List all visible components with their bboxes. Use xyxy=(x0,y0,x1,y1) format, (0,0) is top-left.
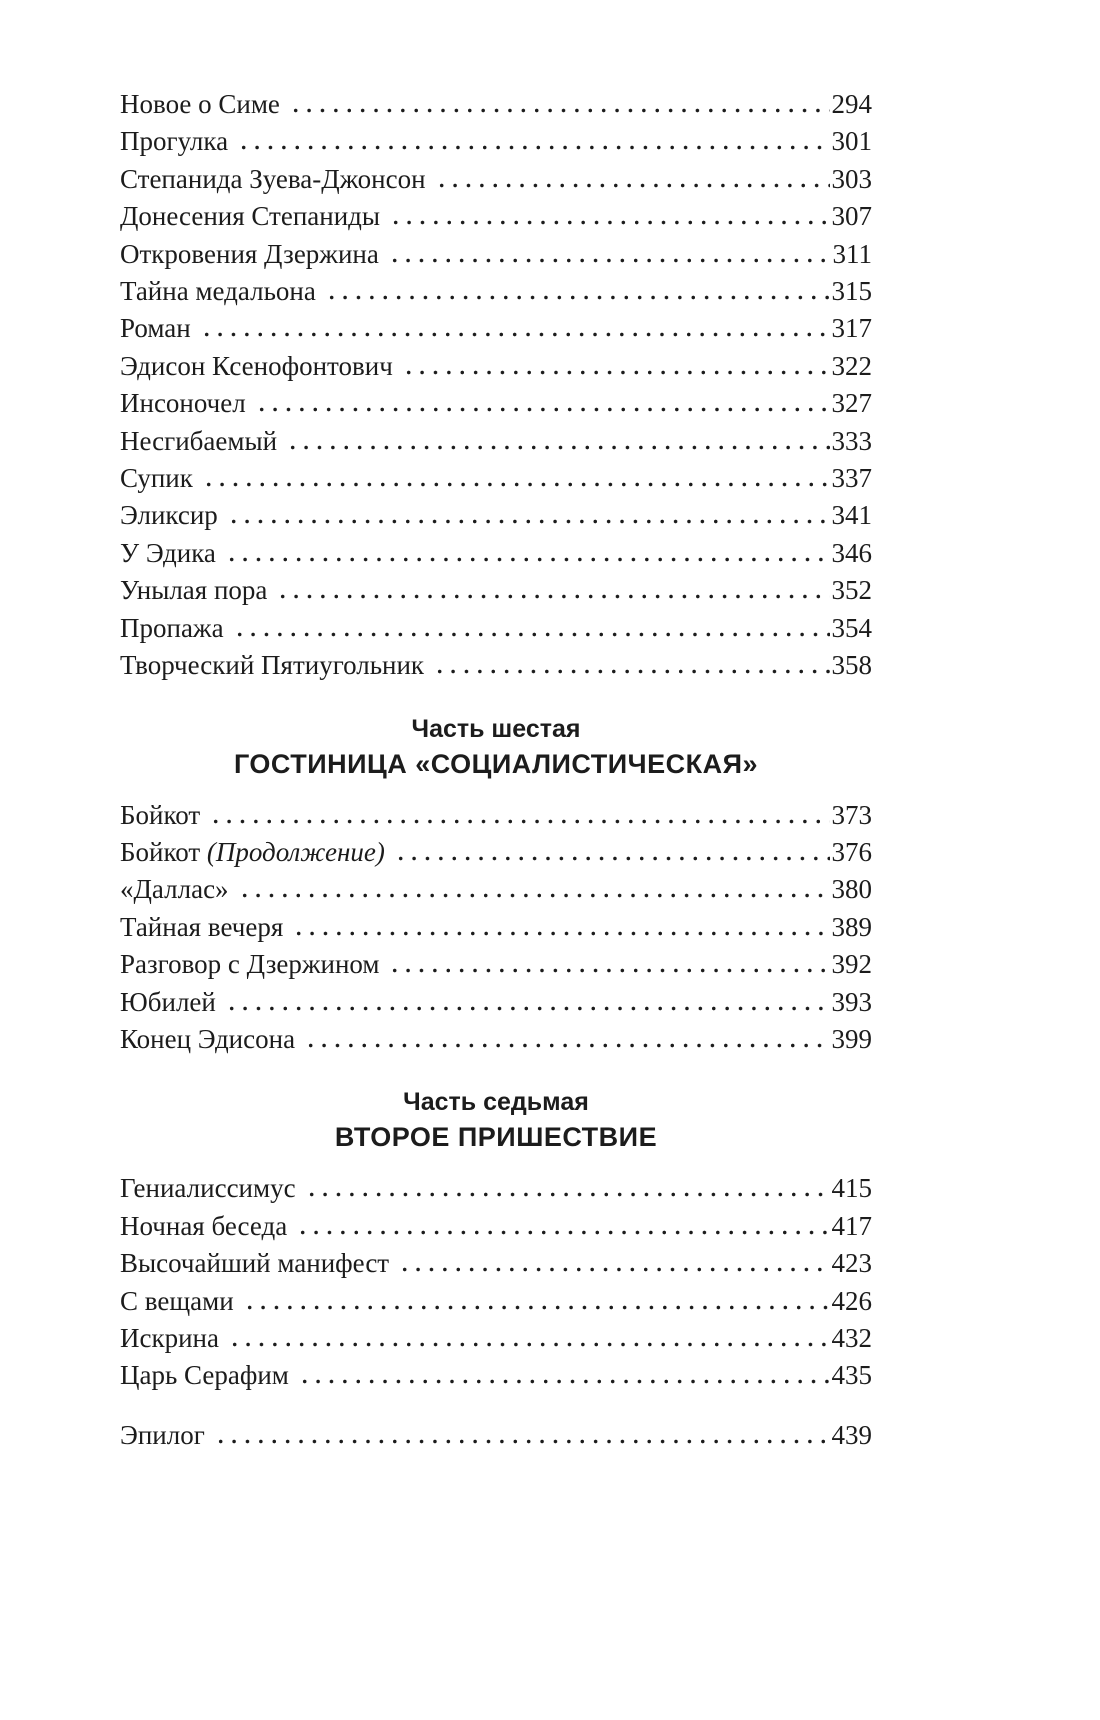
toc-entry xyxy=(120,1245,872,1282)
entry-title: Унылая пора xyxy=(120,575,268,606)
leader-dots-icon xyxy=(286,445,829,450)
toc-entry xyxy=(120,198,872,235)
entry-page-number: 315 xyxy=(831,276,872,307)
entry-title: Степанида Зуева-Джонсон xyxy=(120,163,426,194)
entry-page-number: 415 xyxy=(831,1173,872,1204)
entry-page-number: 417 xyxy=(831,1210,872,1241)
toc-entry xyxy=(120,647,872,684)
entry-title: Супик xyxy=(120,463,193,494)
leader-dots-icon xyxy=(243,1305,830,1310)
entry-page-number: 423 xyxy=(831,1248,872,1279)
leader-dots-icon xyxy=(325,295,830,300)
entry-title: Эликсир xyxy=(120,500,218,531)
toc-entry xyxy=(120,572,872,609)
toc-entry xyxy=(120,871,872,908)
leader-dots-icon xyxy=(225,557,830,562)
entry-title: Юбилей xyxy=(120,986,216,1017)
leader-dots-icon xyxy=(202,482,830,487)
toc-section xyxy=(120,1085,872,1394)
leader-dots-icon xyxy=(200,332,830,337)
toc-section xyxy=(120,1417,872,1454)
leader-dots-icon xyxy=(433,669,829,674)
toc-entry xyxy=(120,1320,872,1357)
entry-title: Прогулка xyxy=(120,126,229,157)
leader-dots-icon xyxy=(296,1230,829,1235)
toc-entry xyxy=(120,385,872,422)
toc-entry xyxy=(120,310,872,347)
entry-page-number: 322 xyxy=(831,350,872,381)
entry-page-number: 317 xyxy=(831,313,872,344)
entry-title: Разговор с Дзержином xyxy=(120,949,380,980)
leader-dots-icon xyxy=(304,1043,829,1048)
toc-entry xyxy=(120,348,872,385)
entry-title: Инсоночел xyxy=(120,388,246,419)
entry-title: Царь Серафим xyxy=(120,1360,289,1391)
entry-title-italic: (Продолжение) xyxy=(200,836,385,867)
leader-dots-icon xyxy=(389,220,829,225)
part-title: ГОСТИНИЦА «СОЦИАЛИСТИЧЕСКАЯ» xyxy=(233,748,759,779)
entry-page-number: 393 xyxy=(831,986,872,1017)
entry-page-number: 333 xyxy=(831,425,872,456)
toc-section xyxy=(120,86,872,685)
toc xyxy=(120,86,872,1454)
toc-entry xyxy=(120,273,872,310)
leader-dots-icon xyxy=(214,1439,830,1444)
leader-dots-icon xyxy=(237,145,829,150)
leader-dots-icon xyxy=(228,1342,830,1347)
entry-title: «Даллас» xyxy=(120,874,229,905)
entry-title: С вещами xyxy=(120,1285,234,1316)
entry-title: Новое о Симе xyxy=(120,89,280,119)
toc-section xyxy=(120,712,872,1059)
entry-page-number: 354 xyxy=(831,612,872,643)
entry-title: Роман xyxy=(120,313,191,344)
toc-entry xyxy=(120,161,872,198)
leader-dots-icon xyxy=(305,1192,830,1197)
entry-page-number: 389 xyxy=(831,911,872,942)
toc-entry xyxy=(120,946,872,983)
entry-page-number: 311 xyxy=(832,238,872,269)
entry-page-number: 358 xyxy=(831,650,872,681)
leader-dots-icon xyxy=(394,856,830,861)
entry-title: У Эдика xyxy=(120,537,216,568)
leader-dots-icon xyxy=(276,594,829,599)
part-title: ВТОРОЕ ПРИШЕСТВИЕ xyxy=(334,1122,658,1153)
entry-title: Несгибаемый xyxy=(120,425,278,456)
entry-page-number: 346 xyxy=(831,537,872,568)
entry-page-number: 376 xyxy=(831,836,872,867)
leader-dots-icon xyxy=(298,1379,830,1384)
entry-page-number: 294 xyxy=(831,89,872,119)
leader-dots-icon xyxy=(435,183,830,188)
entry-page-number: 426 xyxy=(831,1285,872,1316)
entry-title: Творческий Пятиугольник xyxy=(120,650,425,681)
entry-title: Эдисон Ксенофонтович xyxy=(120,350,393,381)
part-label: Часть шестая xyxy=(411,714,581,743)
part-header xyxy=(120,1085,872,1155)
entry-title: Ночная беседа xyxy=(120,1210,288,1241)
entry-title: Гениалиссимус xyxy=(120,1173,296,1204)
leader-dots-icon xyxy=(388,258,831,263)
entry-title: Донесения Степаниды xyxy=(120,201,381,232)
toc-entry xyxy=(120,1208,872,1245)
leader-dots-icon xyxy=(398,1267,829,1272)
toc-entry xyxy=(120,610,872,647)
entry-page-number: 301 xyxy=(831,126,872,157)
toc-entry xyxy=(120,909,872,946)
entry-title: Бойкот (Продолжение) xyxy=(120,836,385,867)
entry-page-number: 352 xyxy=(831,575,872,606)
entry-title: Тайна медальона xyxy=(120,276,316,307)
entry-page-number: 392 xyxy=(831,949,872,980)
toc-entry xyxy=(120,123,872,160)
entry-page-number: 327 xyxy=(831,388,872,419)
toc-entry xyxy=(120,535,872,572)
entry-page-number: 303 xyxy=(831,163,872,194)
entry-page-number: 307 xyxy=(831,201,872,232)
entry-title: Высочайший манифест xyxy=(120,1248,390,1279)
leader-dots-icon xyxy=(233,632,830,637)
entry-title: Тайная вечеря xyxy=(120,911,284,942)
entry-title: Бойкот xyxy=(120,799,201,830)
entry-page-number: 341 xyxy=(831,500,872,531)
toc-entry xyxy=(120,797,872,834)
leader-dots-icon xyxy=(238,893,830,898)
toc-entry xyxy=(120,423,872,460)
toc-entry xyxy=(120,1170,872,1207)
leader-dots-icon xyxy=(255,407,830,412)
entry-page-number: 380 xyxy=(831,874,872,905)
toc-entry xyxy=(120,236,872,273)
entry-page-number: 432 xyxy=(831,1322,872,1353)
toc-entry xyxy=(120,834,872,871)
leader-dots-icon xyxy=(209,819,829,824)
leader-dots-icon xyxy=(402,370,830,375)
entry-page-number: 373 xyxy=(831,799,872,830)
leader-dots-icon xyxy=(225,1006,830,1011)
toc-entry xyxy=(120,497,872,534)
part-label: Часть седьмая xyxy=(403,1088,589,1117)
toc-entry xyxy=(120,984,872,1021)
entry-title: Эпилог xyxy=(120,1419,205,1450)
toc-entry xyxy=(120,1357,872,1394)
entry-title: Конец Эдисона xyxy=(120,1023,296,1054)
part-header xyxy=(120,712,872,782)
entry-title: Пропажа xyxy=(120,612,224,643)
leader-dots-icon xyxy=(388,968,829,973)
toc-entry xyxy=(120,460,872,497)
entry-page-number: 337 xyxy=(831,463,872,494)
entry-title: Искрина xyxy=(120,1322,219,1353)
entry-title: Откровения Дзержина xyxy=(120,238,379,269)
toc-entry xyxy=(120,1283,872,1320)
leader-dots-icon xyxy=(292,931,829,936)
leader-dots-icon xyxy=(227,519,830,524)
entry-page-number: 439 xyxy=(831,1419,872,1450)
entry-page-number: 399 xyxy=(831,1023,872,1054)
leader-dots-icon xyxy=(289,108,830,113)
toc-entry xyxy=(120,1021,872,1058)
entry-page-number: 435 xyxy=(831,1360,872,1391)
toc-entry xyxy=(120,1417,872,1454)
toc-entry xyxy=(120,86,872,123)
